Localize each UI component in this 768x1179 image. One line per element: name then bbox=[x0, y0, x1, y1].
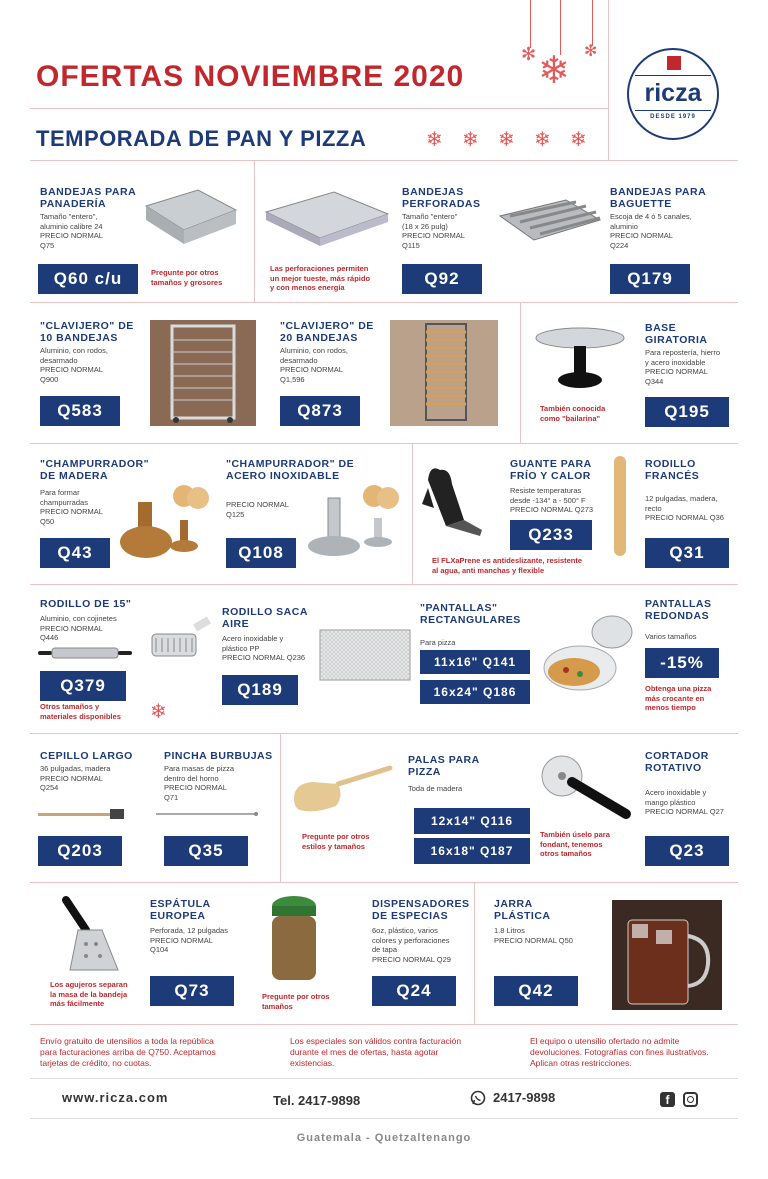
wooden-stamp-image bbox=[116, 484, 212, 568]
pizza-peel-image bbox=[290, 762, 396, 818]
divider bbox=[30, 443, 738, 444]
snowflake-icon: ❄ bbox=[570, 129, 587, 151]
round-pizza-screen-image bbox=[540, 610, 636, 696]
rolling-pin-image bbox=[38, 646, 132, 660]
spice-dispenser-image bbox=[264, 892, 328, 986]
snowflake-icon: ✻ bbox=[521, 44, 537, 64]
snowflake-icon: ❄ bbox=[462, 129, 479, 151]
facebook-icon[interactable]: f bbox=[660, 1092, 675, 1107]
promo-note: Pregunte por otros tamaños bbox=[262, 992, 330, 1011]
product-name: RODILLO DE 15" bbox=[40, 598, 132, 610]
price-tag: Q92 bbox=[402, 264, 482, 294]
price-tag: Q873 bbox=[280, 396, 360, 426]
product-name: "PANTALLAS" RECTANGULARES bbox=[420, 602, 521, 626]
phone-number[interactable]: Tel. 2417-9898 bbox=[273, 1093, 361, 1108]
promo-note: También conocida como "bailarina" bbox=[540, 404, 606, 423]
whatsapp-icon bbox=[470, 1090, 486, 1106]
price-tag: Q189 bbox=[222, 675, 298, 705]
divider bbox=[30, 584, 738, 585]
product-description: Resiste temperaturas desde -134° a - 500° F PRECIO NORMAL Q273 bbox=[510, 486, 594, 514]
french-rolling-pin-image bbox=[614, 456, 626, 556]
divider bbox=[280, 733, 281, 882]
product-description: PRECIO NORMAL Q125 bbox=[226, 500, 289, 519]
product-description: Acero inoxidable y mango plástico PRECIO NORMAL Q27 bbox=[645, 788, 724, 816]
snowflake-icon: ❄ bbox=[534, 129, 551, 151]
ricza-logo bbox=[627, 48, 719, 140]
price-tag: Q23 bbox=[645, 836, 729, 866]
ornament-string bbox=[592, 0, 593, 46]
snowflake-icon: ❄ bbox=[498, 129, 515, 151]
product-name: RODILLO FRANCÉS bbox=[645, 458, 700, 482]
product-name: "CLAVIJERO" DE 20 BANDEJAS bbox=[280, 320, 374, 344]
product-description: Para repostería, hierro y acero inoxidable PRECIO NORMAL Q344 bbox=[645, 348, 721, 386]
divider bbox=[30, 733, 738, 734]
logo-rule bbox=[635, 75, 711, 76]
spatula-image bbox=[56, 896, 126, 976]
product-name: "CLAVIJERO" DE 10 BANDEJAS bbox=[40, 320, 134, 344]
product-name: DISPENSADORES DE ESPECIAS bbox=[372, 898, 470, 922]
price-tag: Q179 bbox=[610, 264, 690, 294]
product-description: Aluminio, con rodos, desarmado PRECIO NORMAL Q900 bbox=[40, 346, 108, 384]
product-description: Para pizza bbox=[420, 638, 456, 647]
page-subtitle: TEMPORADA DE PAN Y PIZZA bbox=[36, 126, 367, 151]
price-tag: 16x24" Q186 bbox=[420, 680, 530, 704]
product-description: 6oz, plástico, varios colores y perforaciones de tapa PRECIO NORMAL Q29 bbox=[372, 926, 451, 964]
snowflake-icon: ❄ bbox=[426, 129, 443, 151]
divider bbox=[30, 1118, 738, 1119]
turntable-image bbox=[532, 322, 628, 392]
snowflake-icon: ✻ bbox=[584, 43, 598, 60]
product-name: ESPÁTULA EUROPEA bbox=[150, 898, 211, 922]
logo-rule bbox=[635, 110, 711, 111]
bakery-rack-image bbox=[390, 320, 498, 426]
bubble-popper-image bbox=[156, 810, 260, 820]
price-tag: 12x14" Q116 bbox=[414, 808, 530, 834]
product-name: "CHAMPURRADOR" DE MADERA bbox=[40, 458, 150, 482]
product-description: Tamaño "entero", aluminio calibre 24 PRECIO NORMAL Q75 bbox=[40, 212, 103, 250]
ornament-string bbox=[560, 0, 561, 55]
product-description: Escoja de 4 ó 5 canales, aluminio PRECIO NORMAL Q224 bbox=[610, 212, 692, 250]
promo-note: El FLXaPrene es antideslizante, resistente al agua, anti manchas y flexible bbox=[432, 556, 583, 575]
product-name: BASE GIRATORIA bbox=[645, 322, 708, 346]
product-description: Toda de madera bbox=[408, 784, 463, 793]
product-name: PINCHA BURBUJAS bbox=[164, 750, 273, 762]
price-tag: Q42 bbox=[494, 976, 578, 1006]
baguette-pan-image bbox=[496, 196, 604, 252]
promo-note: También úselo para fondant, tenemos otros tamaños bbox=[540, 830, 610, 858]
page-title: OFERTAS NOVIEMBRE 2020 bbox=[36, 60, 465, 93]
product-name: CORTADOR ROTATIVO bbox=[645, 750, 709, 774]
product-name: RODILLO SACA AIRE bbox=[222, 606, 308, 630]
divider bbox=[474, 882, 475, 1024]
product-description: Para masas de pizza dentro del horno PRECIO NORMAL Q71 bbox=[164, 764, 235, 802]
product-description: Para formar champurradas PRECIO NORMAL Q50 bbox=[40, 488, 103, 526]
locations: Guatemala - Quetzaltenango bbox=[296, 1132, 472, 1144]
divider bbox=[30, 302, 738, 303]
product-description: Aluminio, con rodos, desarmado PRECIO NORMAL Q1,596 bbox=[280, 346, 348, 384]
snowflake-icon: ❄ bbox=[538, 50, 570, 92]
steel-stamp-image bbox=[302, 484, 406, 568]
divider bbox=[30, 108, 608, 109]
return-terms: El equipo o utensilio ofertado no admite devoluciones. Fotografías con fines ilustrativos. Aplican otras restricciones. bbox=[530, 1036, 709, 1068]
product-description: Varios tamaños bbox=[645, 632, 697, 641]
price-tag: Q583 bbox=[40, 396, 120, 426]
divider bbox=[608, 0, 609, 160]
product-name: PANTALLAS REDONDAS bbox=[645, 598, 712, 622]
ornament-string bbox=[530, 0, 531, 48]
website-link[interactable]: www.ricza.com bbox=[62, 1090, 169, 1105]
perforated-pan-image bbox=[262, 188, 392, 252]
price-tag: Q31 bbox=[645, 538, 729, 568]
pitcher-image bbox=[612, 900, 722, 1010]
price-tag: 11x16" Q141 bbox=[420, 650, 530, 674]
price-tag: 16x18" Q187 bbox=[414, 838, 530, 864]
product-description: 1.8 Litros PRECIO NORMAL Q50 bbox=[494, 926, 573, 945]
price-tag: Q195 bbox=[645, 397, 729, 427]
price-tag: Q233 bbox=[510, 520, 592, 550]
divider bbox=[30, 1078, 738, 1079]
promo-note: Los agujeros separan la masa de la bandeja más fácilmente bbox=[50, 980, 128, 1008]
divider bbox=[254, 160, 255, 302]
product-description: Tamaño "entero" (18 x 26 pulg) PRECIO NORMAL Q115 bbox=[402, 212, 465, 250]
promo-note: Otros tamaños y materiales disponibles bbox=[40, 702, 121, 721]
product-description: Acero inoxidable y plástico PP PRECIO NORMAL Q236 bbox=[222, 634, 306, 662]
shipping-terms: Envío gratuito de utensilios a toda la república para facturaciones arriba de Q750. Aceptamos tarjetas de crédito, no cuotas. bbox=[40, 1036, 216, 1068]
oven-glove-image bbox=[420, 460, 500, 544]
product-name: BANDEJAS PERFORADAS bbox=[402, 186, 481, 210]
product-name: GUANTE PARA FRÍO Y CALOR bbox=[510, 458, 592, 482]
divider bbox=[412, 443, 413, 584]
price-tag: Q108 bbox=[226, 538, 296, 568]
product-name: BANDEJAS PARA PANADERÍA bbox=[40, 186, 137, 210]
product-name: CEPILLO LARGO bbox=[40, 750, 133, 762]
snowflake-icon: ❄ bbox=[150, 701, 167, 723]
product-description: 36 pulgadas, madera PRECIO NORMAL Q254 bbox=[40, 764, 111, 792]
product-name: BANDEJAS PARA BAGUETTE bbox=[610, 186, 707, 210]
promo-note: Pregunte por otros tamaños y grosores bbox=[151, 268, 223, 287]
instagram-icon[interactable] bbox=[683, 1092, 698, 1107]
product-name: "CHAMPURRADOR" DE ACERO INOXIDABLE bbox=[226, 458, 355, 482]
product-description: 12 pulgadas, madera, recto PRECIO NORMAL Q36 bbox=[645, 494, 724, 522]
brush-image bbox=[38, 808, 128, 820]
price-tag: Q35 bbox=[164, 836, 248, 866]
logo-wordmark: ricza bbox=[644, 79, 702, 107]
whatsapp-number[interactable]: 2417-9898 bbox=[493, 1090, 556, 1105]
discount-tag: -15% bbox=[645, 648, 719, 678]
dough-docker-image bbox=[146, 614, 216, 674]
pizza-cutter-image bbox=[538, 752, 634, 824]
product-description: Perforada, 12 pulgadas PRECIO NORMAL Q104 bbox=[150, 926, 228, 954]
pizza-screen-image bbox=[318, 628, 412, 682]
product-description: Aluminio, con cojinetes PRECIO NORMAL Q446 bbox=[40, 614, 117, 642]
product-name: JARRA PLÁSTICA bbox=[494, 898, 551, 922]
price-tag: Q379 bbox=[40, 671, 126, 701]
promo-note: Pregunte por otros estilos y tamaños bbox=[302, 832, 370, 851]
promo-note: Las perforaciones permiten un mejor tueste, más rápido y con menos energía bbox=[270, 264, 371, 292]
logo-tagline: DESDE 1979 bbox=[650, 114, 696, 120]
product-name: PALAS PARA PIZZA bbox=[408, 754, 480, 778]
bakery-rack-image bbox=[150, 320, 256, 426]
divider bbox=[520, 302, 521, 443]
divider bbox=[30, 1024, 738, 1025]
price-tag: Q60 c/u bbox=[38, 264, 138, 294]
logo-mark-icon bbox=[667, 56, 681, 70]
price-tag: Q73 bbox=[150, 976, 234, 1006]
sheet-pan-image bbox=[142, 180, 238, 250]
price-tag: Q203 bbox=[38, 836, 122, 866]
divider bbox=[30, 160, 738, 161]
promo-note: Obtenga una pizza más crocante en menos tiempo bbox=[645, 684, 712, 712]
price-tag: Q43 bbox=[40, 538, 110, 568]
divider bbox=[30, 882, 738, 883]
price-tag: Q24 bbox=[372, 976, 456, 1006]
validity-terms: Los especiales son válidos contra facturación durante el mes de ofertas, hasta agotar existencias. bbox=[290, 1036, 462, 1068]
